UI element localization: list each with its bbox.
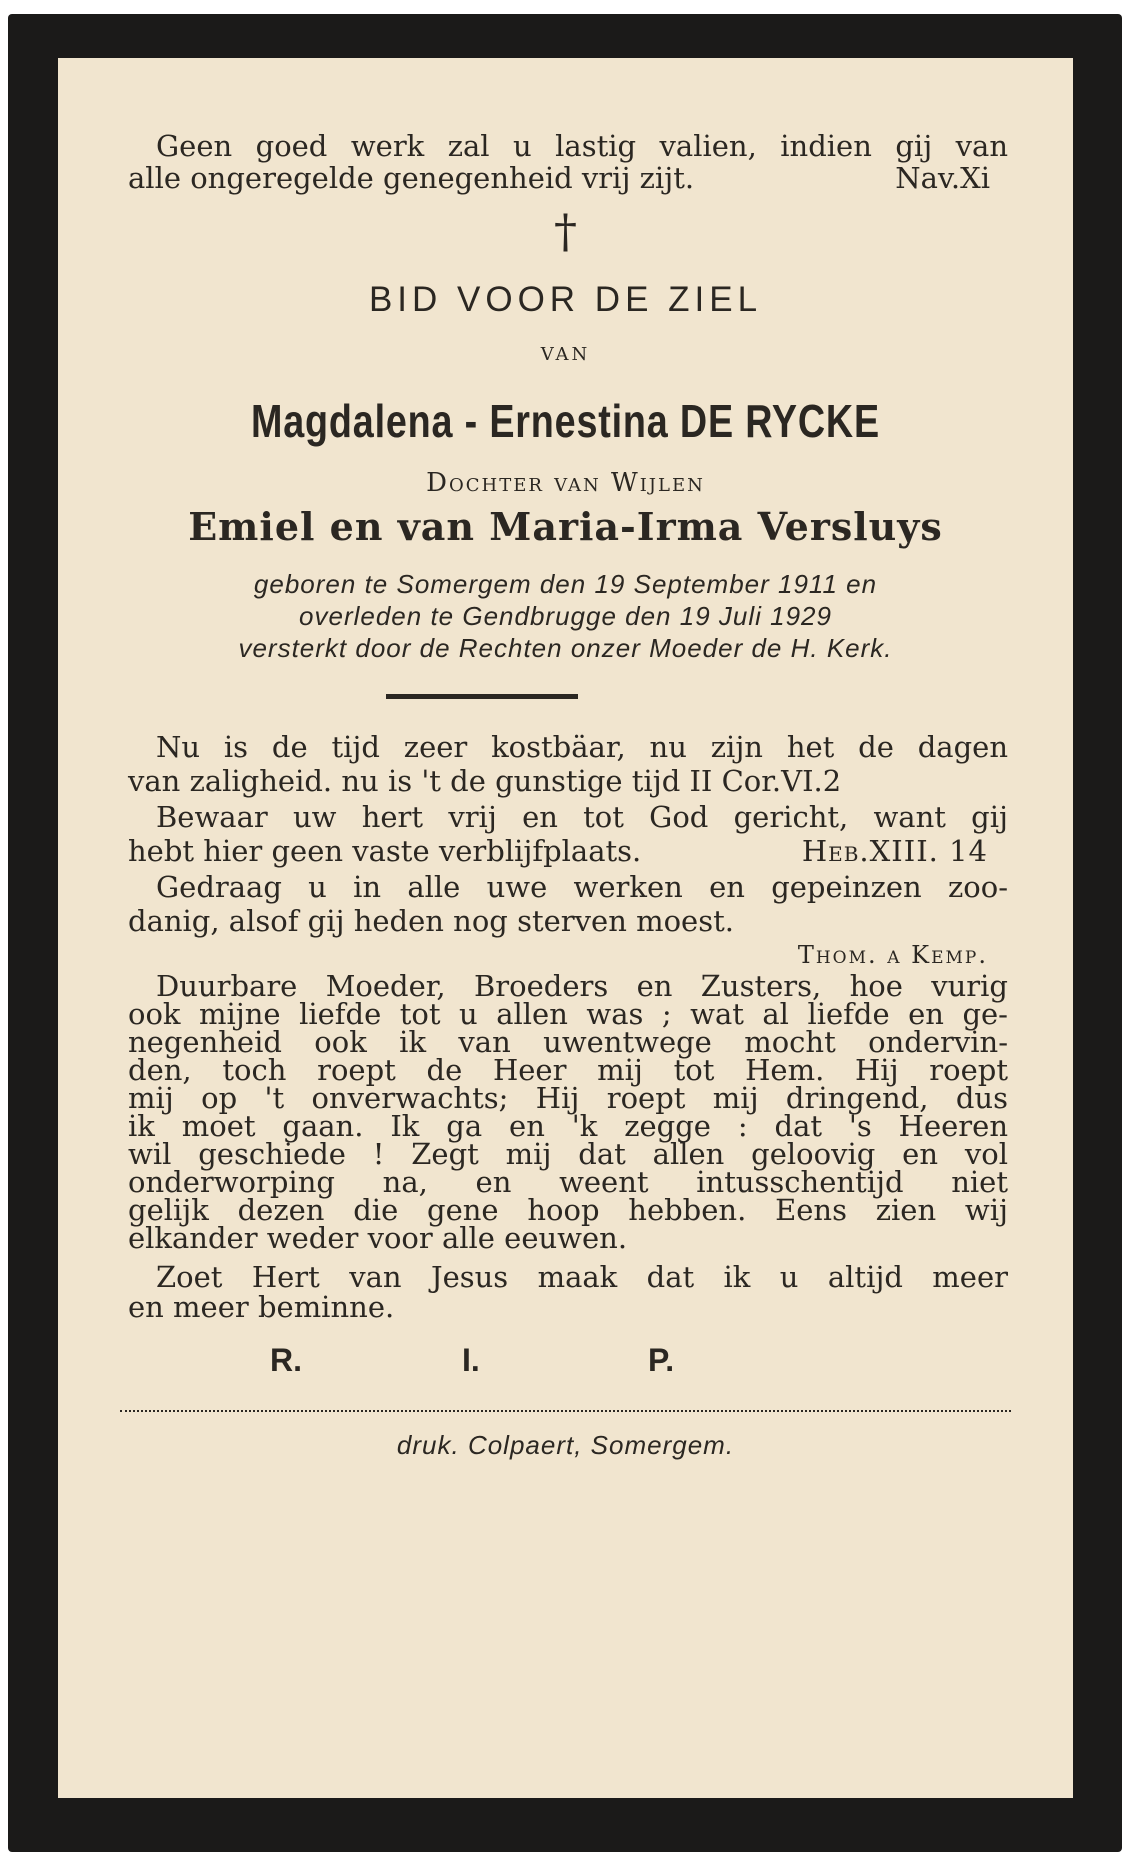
card-paper — [58, 58, 1073, 1798]
birth-line: geboren te Somergem den 19 September 1911 en — [253, 569, 878, 599]
cross-icon: † — [554, 204, 577, 258]
birth-death-info — [58, 568, 1073, 664]
rip-p: P. — [648, 1342, 675, 1378]
paragraph-1: Nu is de tijd zeer kostbäar, nu zijn het de dagen van zaligheid. nu is 't de gunstige tijd II Cor.VI.2 — [128, 730, 1008, 798]
rip-i: I. — [462, 1342, 480, 1378]
daughter-of: Dochter van Wijlen — [426, 468, 705, 498]
van-label: VAN — [540, 344, 591, 365]
author-reference: Thom. a Kemp. — [797, 941, 988, 969]
parents-names: Emiel en van Maria-Irma Versluys — [188, 504, 943, 549]
paragraph-4: Duurbare Moeder, Broeders en Zusters, hoe vurig ook mijne liefde tot u allen was ; wat al liefde en ge- negenheid ook ik van uwentwege mocht ondervin- den, toch roept de Heer mij tot Hem. Hij roept mij op 't onverwachts; Hij roept mij dringend, dus ik moet gaan. Ik ga en 'k zegge : dat 's Heeren wil geschiede ! Zegt mij dat allen geloovig en vol onderworping na, en weent intusschentijd niet gelijk dezen die gene hoop hebben. Eens zien wij elkander weder voor alle eeuwen. — [128, 969, 1008, 1255]
death-line: overleden te Gendbrugge den 19 Juli 1929 — [299, 601, 832, 631]
rip — [58, 1342, 1073, 1386]
heading: BID VOOR DE ZIEL — [368, 280, 763, 319]
paragraph-3: Gedraag u in alle uwe werken en gepeinzen zoo- danig, alsof gij heden nog sterven moest. Thom. a Kemp. — [128, 870, 1008, 972]
paragraph-2: Bewaar uw hert vrij en tot God gericht, want gij hebt hier geen vaste verblijfplaats. Heb.XIII. 14 — [128, 800, 1008, 868]
epigraph — [128, 130, 1008, 194]
printer-credit: druk. Colpaert, Somergem. — [396, 1430, 735, 1460]
mourning-card-border — [8, 14, 1122, 1852]
epigraph-line: alle ongeregelde genegenheid vrij zijt. — [128, 161, 695, 195]
epigraph-reference: Nav.Xi — [895, 161, 990, 195]
epigraph-line: Geen goed werk zal u lastig valien, indien gij van — [156, 129, 1008, 163]
dotted-rule — [120, 1410, 1011, 1412]
scripture-reference: Heb.XIII. 14 — [801, 834, 988, 868]
divider — [386, 694, 578, 699]
sacraments-line: versterkt door de Rechten onzer Moeder de H. Kerk. — [238, 633, 893, 663]
rip-r: R. — [270, 1342, 302, 1378]
deceased-name: Magdalena - Ernestina DE RYCKE — [251, 395, 880, 447]
paragraph-5: Zoet Hert van Jesus maak dat ik u altijd meer en meer beminne. — [128, 1260, 1008, 1324]
